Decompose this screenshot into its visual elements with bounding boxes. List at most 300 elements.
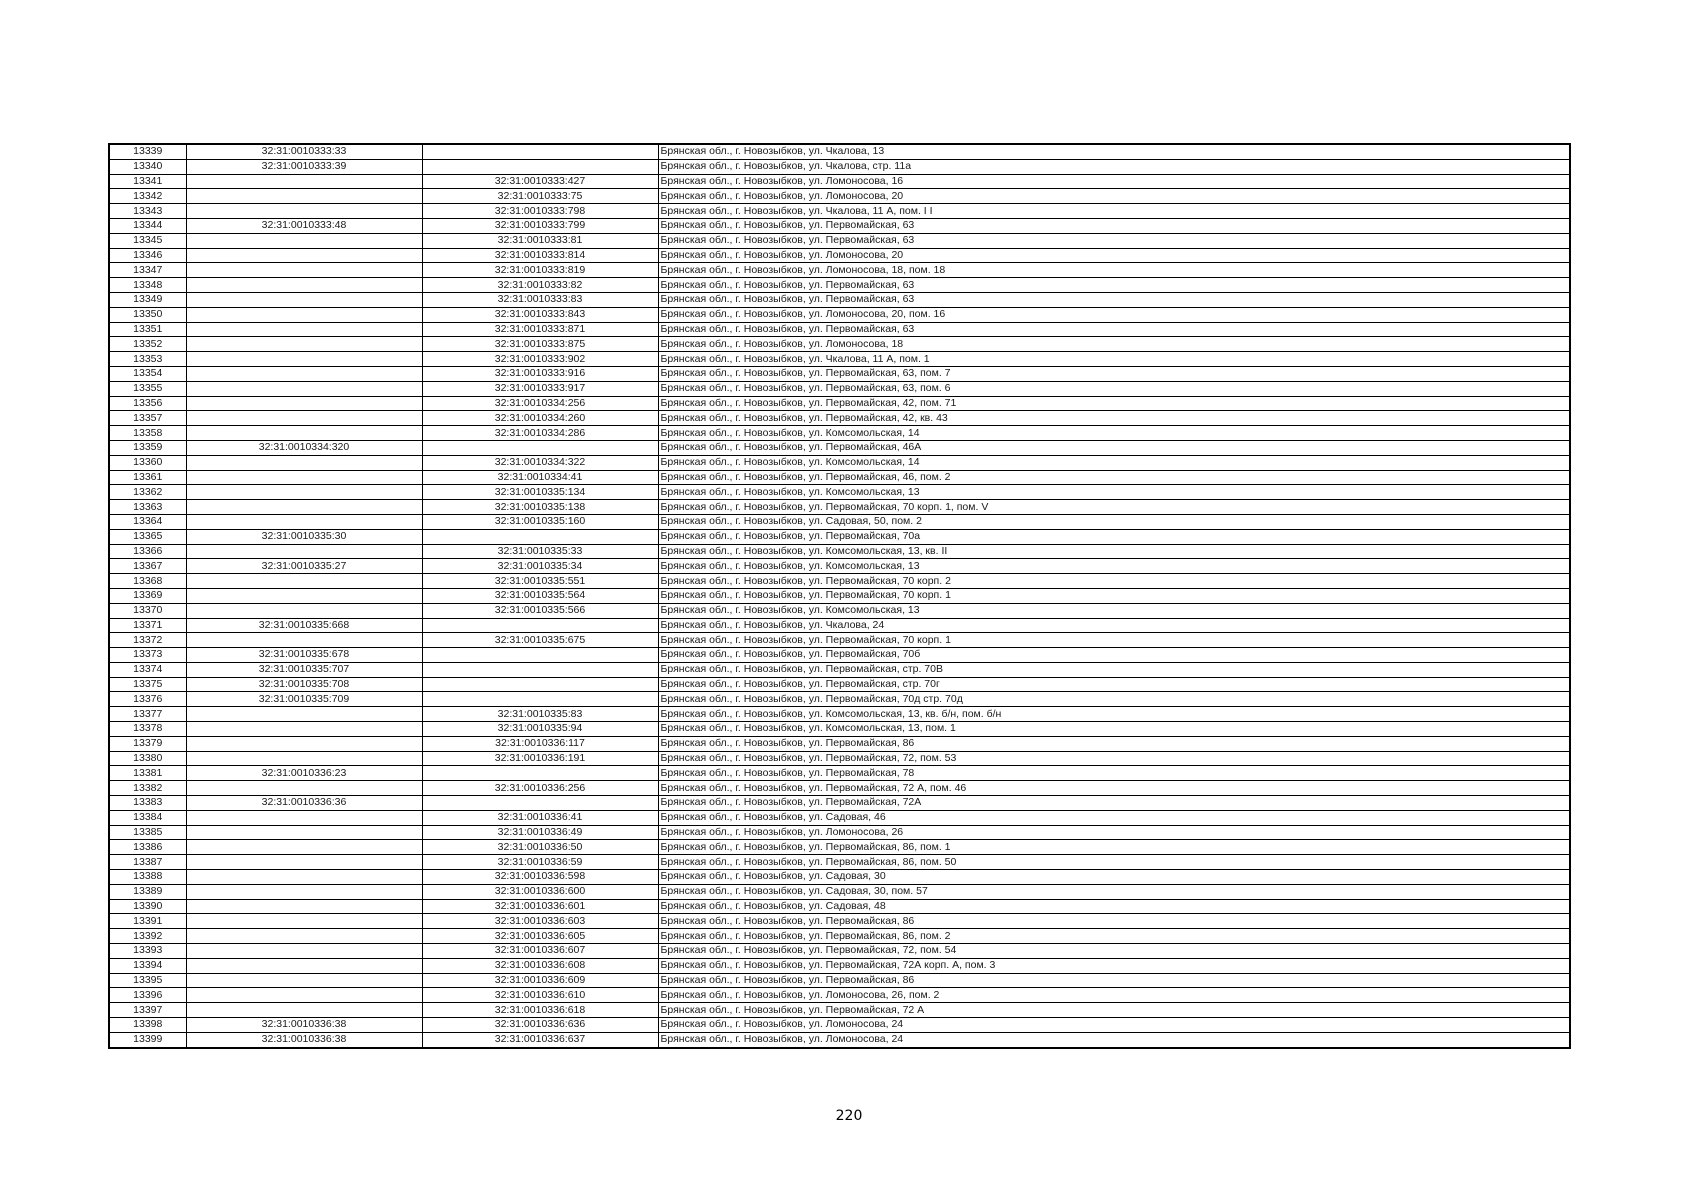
- cadastral-number-cell: [186, 307, 422, 322]
- related-cadastral-number-cell: 32:31:0010333:427: [422, 174, 658, 189]
- row-number-cell: 13375: [109, 677, 186, 692]
- table-row: [109, 810, 1570, 825]
- address-cell: Брянская обл., г. Новозыбков, ул. Садовая, 30: [658, 870, 1570, 885]
- table-row: [109, 603, 1570, 618]
- row-number-cell: 13380: [109, 751, 186, 766]
- related-cadastral-number-cell: 32:31:0010336:50: [422, 840, 658, 855]
- table-row: [109, 1003, 1570, 1018]
- address-cell: Брянская обл., г. Новозыбков, ул. Первомайская, 63: [658, 233, 1570, 248]
- address-cell: Брянская обл., г. Новозыбков, ул. Первомайская, 72, пом. 54: [658, 944, 1570, 959]
- cadastral-number-cell: [186, 189, 422, 204]
- row-number-cell: 13391: [109, 914, 186, 929]
- table-row: [109, 189, 1570, 204]
- related-cadastral-number-cell: 32:31:0010336:608: [422, 958, 658, 973]
- cadastral-number-cell: 32:31:0010335:668: [186, 618, 422, 633]
- related-cadastral-number-cell: [422, 618, 658, 633]
- cadastral-number-cell: [186, 825, 422, 840]
- row-number-cell: 13368: [109, 574, 186, 589]
- row-number-cell: 13369: [109, 588, 186, 603]
- cadastral-number-cell: [186, 840, 422, 855]
- row-number-cell: 13364: [109, 514, 186, 529]
- table-row: [109, 736, 1570, 751]
- row-number-cell: 13389: [109, 884, 186, 899]
- address-cell: Брянская обл., г. Новозыбков, ул. Чкалова, 11 А, пом. I I: [658, 204, 1570, 219]
- table-row: [109, 633, 1570, 648]
- cadastral-number-cell: [186, 337, 422, 352]
- row-number-cell: 13393: [109, 944, 186, 959]
- row-number-cell: 13345: [109, 233, 186, 248]
- row-number-cell: 13347: [109, 263, 186, 278]
- row-number-cell: 13346: [109, 248, 186, 263]
- related-cadastral-number-cell: 32:31:0010334:260: [422, 411, 658, 426]
- cadastral-number-cell: [186, 944, 422, 959]
- address-cell: Брянская обл., г. Новозыбков, ул. Первомайская, 72А корп. А, пом. 3: [658, 958, 1570, 973]
- table-row: [109, 988, 1570, 1003]
- related-cadastral-number-cell: 32:31:0010336:600: [422, 884, 658, 899]
- table-row: [109, 292, 1570, 307]
- table-row: [109, 899, 1570, 914]
- address-cell: Брянская обл., г. Новозыбков, ул. Первомайская, 70 корп. 2: [658, 574, 1570, 589]
- cadastral-number-cell: [186, 426, 422, 441]
- address-cell: Брянская обл., г. Новозыбков, ул. Первомайская, 63, пом. 6: [658, 381, 1570, 396]
- table-row: [109, 440, 1570, 455]
- cadastral-number-cell: [186, 485, 422, 500]
- address-cell: Брянская обл., г. Новозыбков, ул. Первомайская, 72 А: [658, 1003, 1570, 1018]
- address-cell: Брянская обл., г. Новозыбков, ул. Первомайская, стр. 70г: [658, 677, 1570, 692]
- row-number-cell: 13359: [109, 440, 186, 455]
- table-row: [109, 944, 1570, 959]
- address-cell: Брянская обл., г. Новозыбков, ул. Садовая, 46: [658, 810, 1570, 825]
- related-cadastral-number-cell: 32:31:0010333:875: [422, 337, 658, 352]
- address-cell: Брянская обл., г. Новозыбков, ул. Ломоносова, 20, пом. 16: [658, 307, 1570, 322]
- cadastral-number-cell: [186, 855, 422, 870]
- related-cadastral-number-cell: 32:31:0010336:601: [422, 899, 658, 914]
- table-row: [109, 218, 1570, 233]
- row-number-cell: 13361: [109, 470, 186, 485]
- table-row: [109, 677, 1570, 692]
- table-row: [109, 958, 1570, 973]
- row-number-cell: 13363: [109, 500, 186, 515]
- address-cell: Брянская обл., г. Новозыбков, ул. Комсомольская, 14: [658, 426, 1570, 441]
- table-row: [109, 914, 1570, 929]
- related-cadastral-number-cell: [422, 766, 658, 781]
- related-cadastral-number-cell: 32:31:0010334:286: [422, 426, 658, 441]
- related-cadastral-number-cell: 32:31:0010336:256: [422, 781, 658, 796]
- address-cell: Брянская обл., г. Новозыбков, ул. Первомайская, 86, пом. 2: [658, 929, 1570, 944]
- related-cadastral-number-cell: 32:31:0010333:917: [422, 381, 658, 396]
- row-number-cell: 13366: [109, 544, 186, 559]
- cadastral-number-cell: [186, 366, 422, 381]
- cadastral-number-cell: [186, 973, 422, 988]
- cadastral-number-cell: [186, 1003, 422, 1018]
- table-row: [109, 500, 1570, 515]
- table-row: [109, 352, 1570, 367]
- related-cadastral-number-cell: 32:31:0010335:564: [422, 588, 658, 603]
- address-cell: Брянская обл., г. Новозыбков, ул. Первомайская, 70 корп. 1: [658, 633, 1570, 648]
- related-cadastral-number-cell: [422, 662, 658, 677]
- address-cell: Брянская обл., г. Новозыбков, ул. Ломоносова, 20: [658, 189, 1570, 204]
- cadastral-number-cell: [186, 514, 422, 529]
- row-number-cell: 13390: [109, 899, 186, 914]
- related-cadastral-number-cell: 32:31:0010333:916: [422, 366, 658, 381]
- address-cell: Брянская обл., г. Новозыбков, ул. Первомайская, 70б: [658, 648, 1570, 663]
- table-row: [109, 973, 1570, 988]
- address-cell: Брянская обл., г. Новозыбков, ул. Чкалова, 11 А, пом. 1: [658, 352, 1570, 367]
- cadastral-number-cell: [186, 411, 422, 426]
- row-number-cell: 13374: [109, 662, 186, 677]
- related-cadastral-number-cell: 32:31:0010336:609: [422, 973, 658, 988]
- address-cell: Брянская обл., г. Новозыбков, ул. Первомайская, 72А: [658, 796, 1570, 811]
- row-number-cell: 13378: [109, 722, 186, 737]
- related-cadastral-number-cell: 32:31:0010335:160: [422, 514, 658, 529]
- row-number-cell: 13360: [109, 455, 186, 470]
- cadastral-number-cell: [186, 633, 422, 648]
- address-cell: Брянская обл., г. Новозыбков, ул. Первомайская, 42, пом. 71: [658, 396, 1570, 411]
- address-cell: Брянская обл., г. Новозыбков, ул. Первомайская, 72 А, пом. 46: [658, 781, 1570, 796]
- table-row: [109, 174, 1570, 189]
- table-row: [109, 825, 1570, 840]
- table-row: [109, 544, 1570, 559]
- address-cell: Брянская обл., г. Новозыбков, ул. Первомайская, 46А: [658, 440, 1570, 455]
- address-cell: Брянская обл., г. Новозыбков, ул. Комсомольская, 13, пом. 1: [658, 722, 1570, 737]
- cadastral-number-cell: [186, 574, 422, 589]
- address-cell: Брянская обл., г. Новозыбков, ул. Первомайская, 63: [658, 322, 1570, 337]
- address-cell: Брянская обл., г. Новозыбков, ул. Первомайская, 86, пом. 1: [658, 840, 1570, 855]
- related-cadastral-number-cell: 32:31:0010335:551: [422, 574, 658, 589]
- table-row: [109, 722, 1570, 737]
- address-cell: Брянская обл., г. Новозыбков, ул. Чкалова, 24: [658, 618, 1570, 633]
- row-number-cell: 13344: [109, 218, 186, 233]
- address-cell: Брянская обл., г. Новозыбков, ул. Первомайская, 86, пом. 50: [658, 855, 1570, 870]
- address-cell: Брянская обл., г. Новозыбков, ул. Садовая, 48: [658, 899, 1570, 914]
- table-row: [109, 322, 1570, 337]
- address-cell: Брянская обл., г. Новозыбков, ул. Садовая, 50, пом. 2: [658, 514, 1570, 529]
- address-cell: Брянская обл., г. Новозыбков, ул. Садовая, 30, пом. 57: [658, 884, 1570, 899]
- address-cell: Брянская обл., г. Новозыбков, ул. Первомайская, 63, пом. 7: [658, 366, 1570, 381]
- table-row: [109, 840, 1570, 855]
- related-cadastral-number-cell: 32:31:0010335:134: [422, 485, 658, 500]
- row-number-cell: 13349: [109, 292, 186, 307]
- cadastral-number-cell: [186, 722, 422, 737]
- cadastral-number-cell: 32:31:0010335:30: [186, 529, 422, 544]
- table-row: [109, 692, 1570, 707]
- cadastral-number-cell: [186, 396, 422, 411]
- address-cell: Брянская обл., г. Новозыбков, ул. Ломоносова, 26, пом. 2: [658, 988, 1570, 1003]
- related-cadastral-number-cell: 32:31:0010336:117: [422, 736, 658, 751]
- cadastral-number-cell: [186, 455, 422, 470]
- row-number-cell: 13398: [109, 1018, 186, 1033]
- related-cadastral-number-cell: [422, 796, 658, 811]
- row-number-cell: 13358: [109, 426, 186, 441]
- row-number-cell: 13394: [109, 958, 186, 973]
- address-cell: Брянская обл., г. Новозыбков, ул. Комсомольская, 13: [658, 485, 1570, 500]
- row-number-cell: 13367: [109, 559, 186, 574]
- table-row: [109, 337, 1570, 352]
- row-number-cell: 13399: [109, 1032, 186, 1047]
- table-row: [109, 470, 1570, 485]
- row-number-cell: 13354: [109, 366, 186, 381]
- address-cell: Брянская обл., г. Новозыбков, ул. Ломоносова, 24: [658, 1018, 1570, 1033]
- cadastral-table: [108, 143, 1571, 1049]
- related-cadastral-number-cell: 32:31:0010335:83: [422, 707, 658, 722]
- table-row: [109, 159, 1570, 174]
- row-number-cell: 13339: [109, 144, 186, 159]
- related-cadastral-number-cell: 32:31:0010334:256: [422, 396, 658, 411]
- table-row: [109, 455, 1570, 470]
- related-cadastral-number-cell: 32:31:0010336:618: [422, 1003, 658, 1018]
- cadastral-number-cell: [186, 470, 422, 485]
- address-cell: Брянская обл., г. Новозыбков, ул. Первомайская, 63: [658, 218, 1570, 233]
- related-cadastral-number-cell: [422, 529, 658, 544]
- row-number-cell: 13376: [109, 692, 186, 707]
- row-number-cell: 13350: [109, 307, 186, 322]
- address-cell: Брянская обл., г. Новозыбков, ул. Первомайская, 70 корп. 1: [658, 588, 1570, 603]
- related-cadastral-number-cell: 32:31:0010335:94: [422, 722, 658, 737]
- row-number-cell: 13388: [109, 870, 186, 885]
- table-row: [109, 233, 1570, 248]
- table-row: [109, 766, 1570, 781]
- row-number-cell: 13377: [109, 707, 186, 722]
- cadastral-number-cell: 32:31:0010336:38: [186, 1018, 422, 1033]
- table-row: [109, 707, 1570, 722]
- cadastral-number-cell: 32:31:0010333:33: [186, 144, 422, 159]
- table-row: [109, 648, 1570, 663]
- related-cadastral-number-cell: 32:31:0010334:322: [422, 455, 658, 470]
- table-row: [109, 588, 1570, 603]
- related-cadastral-number-cell: 32:31:0010333:819: [422, 263, 658, 278]
- cadastral-number-cell: 32:31:0010335:678: [186, 648, 422, 663]
- related-cadastral-number-cell: 32:31:0010336:636: [422, 1018, 658, 1033]
- related-cadastral-number-cell: [422, 144, 658, 159]
- table-row: [109, 796, 1570, 811]
- row-number-cell: 13355: [109, 381, 186, 396]
- address-cell: Брянская обл., г. Новозыбков, ул. Первомайская, 42, кв. 43: [658, 411, 1570, 426]
- address-cell: Брянская обл., г. Новозыбков, ул. Ломоносова, 24: [658, 1032, 1570, 1047]
- related-cadastral-number-cell: 32:31:0010333:871: [422, 322, 658, 337]
- cadastral-number-cell: 32:31:0010333:48: [186, 218, 422, 233]
- cadastral-number-cell: [186, 278, 422, 293]
- table-row: [109, 559, 1570, 574]
- table-row: [109, 574, 1570, 589]
- address-cell: Брянская обл., г. Новозыбков, ул. Комсомольская, 13: [658, 603, 1570, 618]
- address-cell: Брянская обл., г. Новозыбков, ул. Первомайская, 63: [658, 292, 1570, 307]
- related-cadastral-number-cell: 32:31:0010336:59: [422, 855, 658, 870]
- table-row: [109, 751, 1570, 766]
- cadastral-number-cell: [186, 233, 422, 248]
- row-number-cell: 13392: [109, 929, 186, 944]
- table-row: [109, 1018, 1570, 1033]
- table-row: [109, 248, 1570, 263]
- table-row: [109, 204, 1570, 219]
- table-row: [109, 870, 1570, 885]
- related-cadastral-number-cell: 32:31:0010333:814: [422, 248, 658, 263]
- table-row: [109, 366, 1570, 381]
- cadastral-number-cell: [186, 248, 422, 263]
- related-cadastral-number-cell: 32:31:0010336:603: [422, 914, 658, 929]
- page-number: 220: [835, 1108, 863, 1124]
- row-number-cell: 13379: [109, 736, 186, 751]
- table-row: [109, 1032, 1570, 1047]
- address-cell: Брянская обл., г. Новозыбков, ул. Комсомольская, 14: [658, 455, 1570, 470]
- cadastral-number-cell: [186, 263, 422, 278]
- related-cadastral-number-cell: [422, 677, 658, 692]
- address-cell: Брянская обл., г. Новозыбков, ул. Первомайская, 70а: [658, 529, 1570, 544]
- address-cell: Брянская обл., г. Новозыбков, ул. Первомайская, 46, пом. 2: [658, 470, 1570, 485]
- address-cell: Брянская обл., г. Новозыбков, ул. Комсомольская, 13: [658, 559, 1570, 574]
- cadastral-number-cell: [186, 781, 422, 796]
- address-cell: Брянская обл., г. Новозыбков, ул. Ломоносова, 20: [658, 248, 1570, 263]
- address-cell: Брянская обл., г. Новозыбков, ул. Чкалова, стр. 11а: [658, 159, 1570, 174]
- cadastral-number-cell: [186, 352, 422, 367]
- address-cell: Брянская обл., г. Новозыбков, ул. Ломоносова, 26: [658, 825, 1570, 840]
- cadastral-number-cell: [186, 500, 422, 515]
- cadastral-number-cell: 32:31:0010335:709: [186, 692, 422, 707]
- table-row: [109, 485, 1570, 500]
- address-cell: Брянская обл., г. Новозыбков, ул. Первомайская, 86: [658, 736, 1570, 751]
- row-number-cell: 13385: [109, 825, 186, 840]
- table-row: [109, 278, 1570, 293]
- related-cadastral-number-cell: 32:31:0010336:598: [422, 870, 658, 885]
- row-number-cell: 13340: [109, 159, 186, 174]
- table-row: [109, 514, 1570, 529]
- cadastral-number-cell: [186, 603, 422, 618]
- cadastral-number-cell: 32:31:0010333:39: [186, 159, 422, 174]
- cadastral-number-cell: 32:31:0010335:708: [186, 677, 422, 692]
- address-cell: Брянская обл., г. Новозыбков, ул. Первомайская, 72, пом. 53: [658, 751, 1570, 766]
- address-cell: Брянская обл., г. Новозыбков, ул. Ломоносова, 18: [658, 337, 1570, 352]
- row-number-cell: 13348: [109, 278, 186, 293]
- address-cell: Брянская обл., г. Новозыбков, ул. Первомайская, 63: [658, 278, 1570, 293]
- cadastral-number-cell: 32:31:0010334:320: [186, 440, 422, 455]
- related-cadastral-number-cell: [422, 692, 658, 707]
- related-cadastral-number-cell: 32:31:0010333:82: [422, 278, 658, 293]
- related-cadastral-number-cell: 32:31:0010333:798: [422, 204, 658, 219]
- related-cadastral-number-cell: 32:31:0010333:81: [422, 233, 658, 248]
- table-row: [109, 396, 1570, 411]
- related-cadastral-number-cell: 32:31:0010335:34: [422, 559, 658, 574]
- related-cadastral-number-cell: 32:31:0010336:41: [422, 810, 658, 825]
- table-row: [109, 618, 1570, 633]
- address-cell: Брянская обл., г. Новозыбков, ул. Комсомольская, 13, кв. II: [658, 544, 1570, 559]
- row-number-cell: 13342: [109, 189, 186, 204]
- table-body: [109, 144, 1570, 1048]
- related-cadastral-number-cell: 32:31:0010333:799: [422, 218, 658, 233]
- related-cadastral-number-cell: 32:31:0010336:49: [422, 825, 658, 840]
- related-cadastral-number-cell: 32:31:0010333:902: [422, 352, 658, 367]
- address-cell: Брянская обл., г. Новозыбков, ул. Первомайская, 86: [658, 914, 1570, 929]
- row-number-cell: 13387: [109, 855, 186, 870]
- cadastral-number-cell: [186, 899, 422, 914]
- table-row: [109, 426, 1570, 441]
- row-number-cell: 13386: [109, 840, 186, 855]
- related-cadastral-number-cell: 32:31:0010336:610: [422, 988, 658, 1003]
- cadastral-number-cell: [186, 751, 422, 766]
- cadastral-number-cell: [186, 736, 422, 751]
- address-cell: Брянская обл., г. Новозыбков, ул. Чкалова, 13: [658, 144, 1570, 159]
- row-number-cell: 13396: [109, 988, 186, 1003]
- cadastral-number-cell: [186, 929, 422, 944]
- cadastral-number-cell: [186, 958, 422, 973]
- address-cell: Брянская обл., г. Новозыбков, ул. Первомайская, 86: [658, 973, 1570, 988]
- table-row: [109, 781, 1570, 796]
- row-number-cell: 13352: [109, 337, 186, 352]
- related-cadastral-number-cell: [422, 648, 658, 663]
- related-cadastral-number-cell: 32:31:0010334:41: [422, 470, 658, 485]
- cadastral-number-cell: [186, 544, 422, 559]
- table-row: [109, 263, 1570, 278]
- address-cell: Брянская обл., г. Новозыбков, ул. Ломоносова, 18, пом. 18: [658, 263, 1570, 278]
- row-number-cell: 13382: [109, 781, 186, 796]
- cadastral-number-cell: [186, 588, 422, 603]
- cadastral-number-cell: [186, 292, 422, 307]
- cadastral-number-cell: [186, 707, 422, 722]
- address-cell: Брянская обл., г. Новозыбков, ул. Первомайская, 70д стр. 70д: [658, 692, 1570, 707]
- cadastral-number-cell: 32:31:0010335:27: [186, 559, 422, 574]
- row-number-cell: 13370: [109, 603, 186, 618]
- cadastral-number-cell: [186, 174, 422, 189]
- table-row: [109, 884, 1570, 899]
- address-cell: Брянская обл., г. Новозыбков, ул. Первомайская, 78: [658, 766, 1570, 781]
- row-number-cell: 13397: [109, 1003, 186, 1018]
- related-cadastral-number-cell: 32:31:0010333:83: [422, 292, 658, 307]
- address-cell: Брянская обл., г. Новозыбков, ул. Комсомольская, 13, кв. б/н, пом. б/н: [658, 707, 1570, 722]
- related-cadastral-number-cell: 32:31:0010336:637: [422, 1032, 658, 1047]
- row-number-cell: 13373: [109, 648, 186, 663]
- cadastral-number-cell: 32:31:0010336:23: [186, 766, 422, 781]
- cadastral-number-cell: 32:31:0010336:36: [186, 796, 422, 811]
- row-number-cell: 13372: [109, 633, 186, 648]
- cadastral-number-cell: [186, 884, 422, 899]
- related-cadastral-number-cell: [422, 159, 658, 174]
- cadastral-number-cell: [186, 381, 422, 396]
- table-row: [109, 307, 1570, 322]
- row-number-cell: 13356: [109, 396, 186, 411]
- row-number-cell: 13395: [109, 973, 186, 988]
- row-number-cell: 13343: [109, 204, 186, 219]
- related-cadastral-number-cell: 32:31:0010335:675: [422, 633, 658, 648]
- row-number-cell: 13381: [109, 766, 186, 781]
- cadastral-number-cell: [186, 988, 422, 1003]
- related-cadastral-number-cell: 32:31:0010336:605: [422, 929, 658, 944]
- row-number-cell: 13341: [109, 174, 186, 189]
- row-number-cell: 13353: [109, 352, 186, 367]
- address-cell: Брянская обл., г. Новозыбков, ул. Ломоносова, 16: [658, 174, 1570, 189]
- table-row: [109, 855, 1570, 870]
- row-number-cell: 13371: [109, 618, 186, 633]
- address-cell: Брянская обл., г. Новозыбков, ул. Первомайская, стр. 70В: [658, 662, 1570, 677]
- related-cadastral-number-cell: 32:31:0010336:607: [422, 944, 658, 959]
- row-number-cell: 13383: [109, 796, 186, 811]
- cadastral-number-cell: 32:31:0010336:38: [186, 1032, 422, 1047]
- cadastral-number-cell: [186, 204, 422, 219]
- address-cell: Брянская обл., г. Новозыбков, ул. Первомайская, 70 корп. 1, пом. V: [658, 500, 1570, 515]
- table-row: [109, 144, 1570, 159]
- row-number-cell: 13357: [109, 411, 186, 426]
- table-row: [109, 381, 1570, 396]
- table-row: [109, 411, 1570, 426]
- table-row: [109, 929, 1570, 944]
- row-number-cell: 13351: [109, 322, 186, 337]
- related-cadastral-number-cell: 32:31:0010335:566: [422, 603, 658, 618]
- table-row: [109, 529, 1570, 544]
- related-cadastral-number-cell: 32:31:0010333:75: [422, 189, 658, 204]
- cadastral-number-cell: 32:31:0010335:707: [186, 662, 422, 677]
- related-cadastral-number-cell: 32:31:0010336:191: [422, 751, 658, 766]
- cadastral-number-cell: [186, 322, 422, 337]
- related-cadastral-number-cell: 32:31:0010335:33: [422, 544, 658, 559]
- table-row: [109, 662, 1570, 677]
- cadastral-number-cell: [186, 914, 422, 929]
